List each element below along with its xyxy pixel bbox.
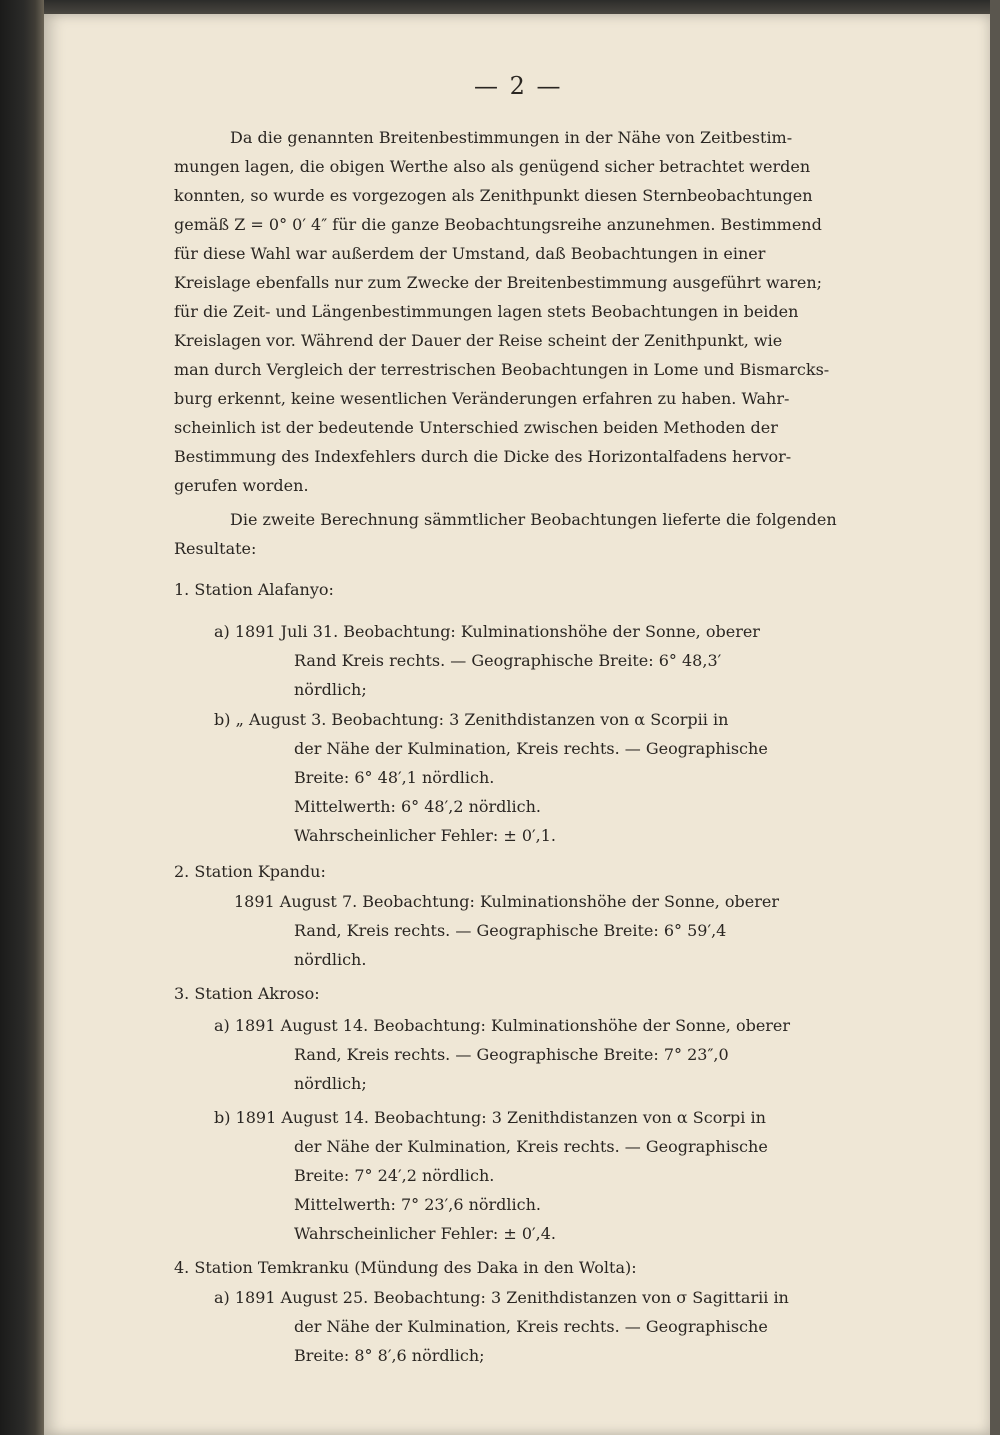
scan-right-border <box>990 0 1000 1435</box>
text-line: Kreislagen vor. Während der Dauer der Reise scheint der Zenithpunkt, wie <box>174 331 783 350</box>
text-line: Da die genannten Breitenbestimmungen in der Nähe von Zeitbestim- <box>230 128 793 147</box>
page-number: — 2 — <box>474 72 563 100</box>
text-line: gemäß Z = 0° 0′ 4″ für die ganze Beobachtungsreihe anzunehmen. Bestimmend <box>174 215 822 234</box>
entry-line: Rand, Kreis rechts. — Geographische Breite: 7° 23″,0 <box>294 1045 729 1064</box>
entry-line: a) 1891 Juli 31. Beobachtung: Kulminationshöhe der Sonne, oberer <box>214 622 760 641</box>
entry-line: Breite: 6° 48′,1 nördlich. <box>294 768 495 787</box>
text-line: Resultate: <box>174 539 257 558</box>
entry-line: Mittelwerth: 6° 48′,2 nördlich. <box>294 797 541 816</box>
text-line: burg erkennt, keine wesentlichen Veränderungen erfahren zu haben. Wahr- <box>174 389 790 408</box>
entry-line: Wahrscheinlicher Fehler: ± 0′,1. <box>294 826 556 845</box>
text-line: Bestimmung des Indexfehlers durch die Dicke des Horizontalfadens hervor- <box>174 447 792 466</box>
entry-line: b) 1891 August 14. Beobachtung: 3 Zenithdistanzen von α Scorpi in <box>214 1108 766 1127</box>
section-heading: 4. Station Temkranku (Mündung des Daka in den Wolta): <box>174 1258 637 1277</box>
text-line: gerufen worden. <box>174 476 309 495</box>
entry-line: a) 1891 August 14. Beobachtung: Kulminationshöhe der Sonne, oberer <box>214 1016 791 1035</box>
section-heading: 1. Station Alafanyo: <box>174 580 334 599</box>
entry-line: nördlich; <box>294 1074 367 1093</box>
entry-line: b) „ August 3. Beobachtung: 3 Zenithdistanzen von α Scorpii in <box>214 710 729 729</box>
book-binding-edge <box>0 0 44 1435</box>
entry-line: der Nähe der Kulmination, Kreis rechts. — Geographische <box>294 1137 768 1156</box>
text-line: konnten, so wurde es vorgezogen als Zenithpunkt diesen Sternbeobachtungen <box>174 186 813 205</box>
text-line: für diese Wahl war außerdem der Umstand, daß Beobachtungen in einer <box>174 244 766 263</box>
text-line: Die zweite Berechnung sämmtlicher Beobachtungen lieferte die folgenden <box>230 510 837 529</box>
entry-line: 1891 August 7. Beobachtung: Kulminationshöhe der Sonne, oberer <box>234 892 779 911</box>
entry-line: Rand Kreis rechts. — Geographische Breite: 6° 48,3′ <box>294 651 722 670</box>
text-line: Kreislage ebenfalls nur zum Zwecke der Breitenbestimmung ausgeführt waren; <box>174 273 823 292</box>
section-heading: 3. Station Akroso: <box>174 984 320 1003</box>
entry-line: der Nähe der Kulmination, Kreis rechts. — Geographische <box>294 1317 768 1336</box>
entry-line: der Nähe der Kulmination, Kreis rechts. — Geographische <box>294 739 768 758</box>
scan-top-border <box>44 0 990 14</box>
entry-line: Rand, Kreis rechts. — Geographische Breite: 6° 59′,4 <box>294 921 727 940</box>
text-line: man durch Vergleich der terrestrischen Beobachtungen in Lome und Bismarcks- <box>174 360 830 379</box>
document-page <box>44 14 990 1435</box>
text-line: für die Zeit- und Längenbestimmungen lagen stets Beobachtungen in beiden <box>174 302 799 321</box>
entry-line: nördlich. <box>294 950 367 969</box>
text-line: scheinlich ist der bedeutende Unterschied zwischen beiden Methoden der <box>174 418 778 437</box>
section-heading: 2. Station Kpandu: <box>174 862 326 881</box>
entry-line: Breite: 7° 24′,2 nördlich. <box>294 1166 495 1185</box>
entry-line: nördlich; <box>294 680 367 699</box>
entry-line: Mittelwerth: 7° 23′,6 nördlich. <box>294 1195 541 1214</box>
entry-line: a) 1891 August 25. Beobachtung: 3 Zenithdistanzen von σ Sagittarii in <box>214 1288 789 1307</box>
entry-line: Breite: 8° 8′,6 nördlich; <box>294 1346 485 1365</box>
entry-line: Wahrscheinlicher Fehler: ± 0′,4. <box>294 1224 556 1243</box>
text-line: mungen lagen, die obigen Werthe also als genügend sicher betrachtet werden <box>174 157 811 176</box>
